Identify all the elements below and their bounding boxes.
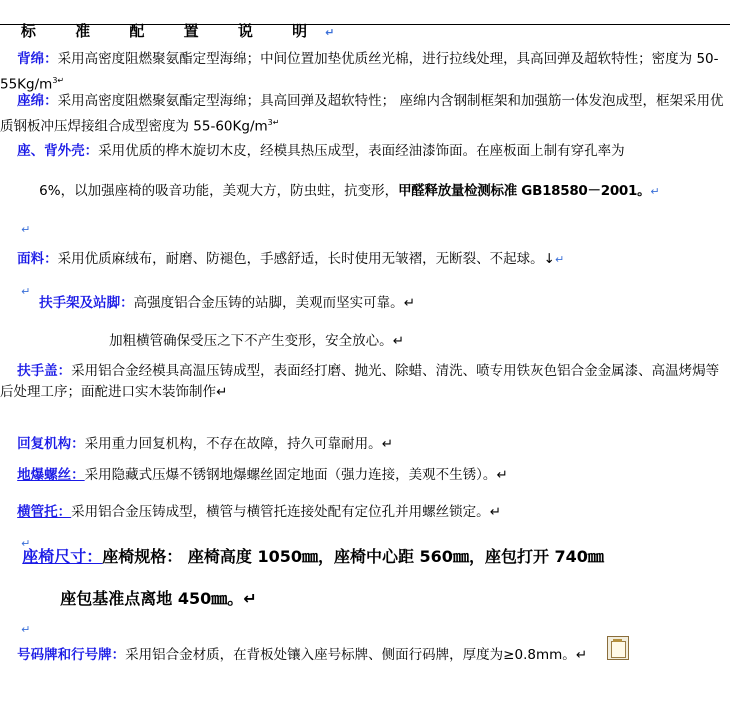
paragraph-shell-line2 <box>22 160 722 223</box>
label-tube-support: 横管托： <box>17 504 72 520</box>
label-return-mechanism: 回复机构： <box>17 436 85 452</box>
text-tube-support: 采用铝合金压铸成型，横管与横管托连接处配有定位孔并用螺丝锁定。↵ <box>71 504 501 520</box>
pilcrow-fabric: ↵ <box>554 253 565 266</box>
paragraph-armrest-cover <box>0 340 726 424</box>
label-fabric: 面料： <box>17 251 58 267</box>
paste-icon[interactable] <box>607 636 629 660</box>
header-col-4: 说 <box>237 22 253 40</box>
header-col-1: 准 <box>75 22 91 40</box>
label-back-foam: 背绵： <box>17 51 58 67</box>
label-anchor-bolt: 地爆螺丝： <box>17 467 85 483</box>
header-col-3: 置 <box>183 22 199 40</box>
paste-icon-clip <box>613 639 622 642</box>
header-col-0: 标 <box>20 22 36 40</box>
label-shell: 座、背外壳： <box>17 143 99 159</box>
pilcrow-mark: ↵ <box>21 223 31 236</box>
text-shell-standard: 甲醛释放量检测标准 GB18580－2001。 <box>398 183 651 199</box>
text-shell: 采用优质的桦木旋切木皮，经模具热压成型，表面经油漆饰面。在座板面上制有穿孔率为 <box>98 143 625 159</box>
text-number-plate: 采用铝合金材质，在背板处镶入座号标牌、侧面行码牌，厚度为≥0.8mm。↵ <box>125 647 588 663</box>
pilcrow-mark: ↵ <box>21 285 31 298</box>
text-armrest-frame-line2: 加粗横管确保受压之下不产生变形，安全放心。↵ <box>109 333 404 349</box>
header-col-2: 配 <box>129 22 145 40</box>
sup-back-foam: 3↵ <box>52 76 65 85</box>
text-back-foam: 采用高密度阻燃聚氨酯定型海绵；中间位置加垫优质丝光棉，进行拉线处理，具高回弹及超软特性；密度为 50-55Kg/m <box>0 51 719 93</box>
header-pilcrow: ↵ <box>325 26 335 39</box>
pilcrow-shell: ↵ <box>650 185 660 198</box>
sup-seat-foam: 3↵ <box>267 118 280 127</box>
label-seat-foam: 座绵： <box>17 93 58 109</box>
pilcrow-mark: ↵ <box>21 537 31 550</box>
text-armrest-frame: 高强度铝合金压铸的站脚，美观而坚实可靠。↵ <box>133 295 415 311</box>
text-seat-foam: 采用高密度阻燃聚氨酯定型海绵；具高回弹及超软特性； 座绵内含钢制框架和加强筋一体发泡成型，框架采用优质钢板冲压焊接组合成型密度为 55-60Kg/m <box>0 93 724 135</box>
paragraph-chair-size-line2 <box>38 567 726 630</box>
label-armrest-cover: 扶手盖： <box>17 363 72 379</box>
text-fabric: 采用优质麻绒布，耐磨、防褪色，手感舒适，长时使用无皱褶，无断裂、不起球。↓ <box>57 251 555 267</box>
text-chair-size: 座椅规格： 座椅高度 1050㎜，座椅中心距 560㎜，座包打开 740㎜ <box>102 547 604 566</box>
text-anchor-bolt: 采用隐藏式压爆不锈钢地爆螺丝固定地面（强力连接，美观不生锈）。↵ <box>84 467 508 483</box>
label-number-plate: 号码牌和行号牌： <box>17 647 126 663</box>
header-divider <box>0 24 730 25</box>
text-return-mechanism: 采用重力回复机构，不存在故障，持久可靠耐用。↵ <box>84 436 393 452</box>
paste-icon-page <box>611 641 626 658</box>
pilcrow-mark: ↵ <box>21 623 31 636</box>
text-shell-line2: 6%，以加强座椅的吸音功能，美观大方，防虫蛀，抗变形， <box>39 183 399 199</box>
text-armrest-cover: 采用铝合金经模具高温压铸成型，表面经打磨、抛光、除蜡、清洗、喷专用铁灰色铝合金金属漆、高温烤焗等后处理工序；面酡进口实木装饰制作↵ <box>0 363 720 400</box>
header-col-5: 明 <box>292 22 308 40</box>
text-chair-size-line2: 座包基准点离地 450㎜。↵ <box>60 589 257 608</box>
label-armrest-frame: 扶手架及站脚： <box>39 295 134 311</box>
label-chair-size: 座椅尺寸： <box>22 547 103 566</box>
